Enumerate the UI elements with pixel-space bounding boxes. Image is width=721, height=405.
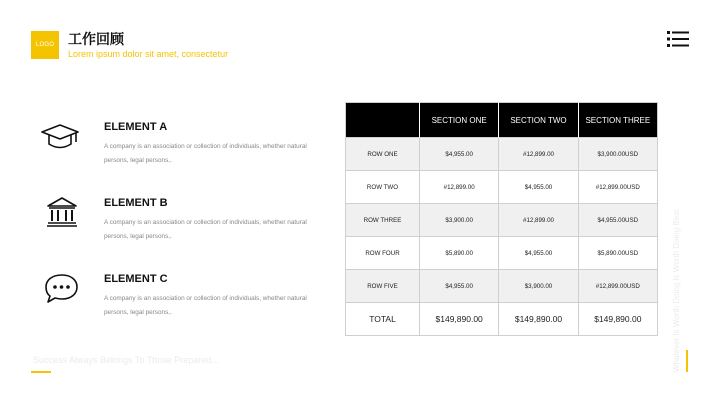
table-row: [346, 270, 658, 303]
vertical-tagline: Whatever Is Worth Doing Is Worth Doing Best: [672, 209, 681, 372]
footer-tagline: Success Always Belongs To Those Prepared...: [33, 355, 219, 365]
header-cell: SECTION THREE: [578, 103, 657, 138]
table-cell: #12,899.00USD: [578, 270, 657, 303]
table-row: [346, 138, 658, 171]
table-header-row: [346, 103, 658, 138]
header-cell: SECTION ONE: [420, 103, 499, 138]
logo: LOGO: [31, 31, 59, 59]
table-cell: $4,955.00: [420, 138, 499, 171]
chat-bubble-icon: [40, 271, 80, 305]
element-a-description: A company is an association or collection of individuals, whether natural persons, legal persons,.: [104, 143, 307, 164]
element-a: [40, 115, 310, 175]
row-label-cell: ROW THREE: [346, 204, 420, 237]
header-cell: SECTION TWO: [499, 103, 578, 138]
element-c-description: A company is an association or collection of individuals, whether natural persons, legal persons,.: [104, 295, 307, 316]
row-label-cell: ROW FOUR: [346, 237, 420, 270]
table-cell: $5,890.00: [420, 237, 499, 270]
page-subtitle: Lorem ipsum dolor sit amet, consectetur: [68, 49, 229, 59]
element-a-title: ELEMENT A: [104, 121, 168, 133]
list-menu-icon[interactable]: [667, 31, 689, 47]
total-cell: $149,890.00: [420, 303, 499, 336]
table-cell: $4,955.00USD: [578, 204, 657, 237]
table-row: [346, 171, 658, 204]
bank-building-icon: [40, 195, 80, 229]
header-cell-corner: [346, 103, 420, 138]
table-row: [346, 204, 658, 237]
table-cell: $3,900.00USD: [578, 138, 657, 171]
footer-accent-bar: [31, 371, 51, 373]
element-b-title: ELEMENT B: [104, 197, 168, 209]
row-label-cell: ROW FIVE: [346, 270, 420, 303]
row-label-cell: ROW TWO: [346, 171, 420, 204]
graduation-cap-icon: [40, 119, 80, 153]
data-table: [345, 102, 658, 336]
element-b-description: A company is an association or collection of individuals, whether natural persons, legal persons,.: [104, 219, 307, 240]
element-b: [40, 191, 310, 251]
table-row: [346, 237, 658, 270]
table-cell: $5,890.00USD: [578, 237, 657, 270]
table-cell: $3,900.00: [420, 204, 499, 237]
table-cell: #12,899.00: [499, 204, 578, 237]
element-c-title: ELEMENT C: [104, 273, 168, 285]
page-title: 工作回顾: [68, 31, 124, 47]
element-c: [40, 267, 310, 327]
total-label-cell: TOTAL: [346, 303, 420, 336]
row-label-cell: ROW ONE: [346, 138, 420, 171]
total-cell: $149,890.00: [578, 303, 657, 336]
table-cell: #12,899.00: [420, 171, 499, 204]
table-cell: $4,955.00: [420, 270, 499, 303]
table-cell: #12,899.00USD: [578, 171, 657, 204]
table-cell: $4,955.00: [499, 171, 578, 204]
table-cell: $3,900.00: [499, 270, 578, 303]
total-cell: $149,890.00: [499, 303, 578, 336]
table-total-row: [346, 303, 658, 336]
table-cell: #12,899.00: [499, 138, 578, 171]
table-cell: $4,955.00: [499, 237, 578, 270]
vertical-accent-bar: [686, 350, 688, 372]
